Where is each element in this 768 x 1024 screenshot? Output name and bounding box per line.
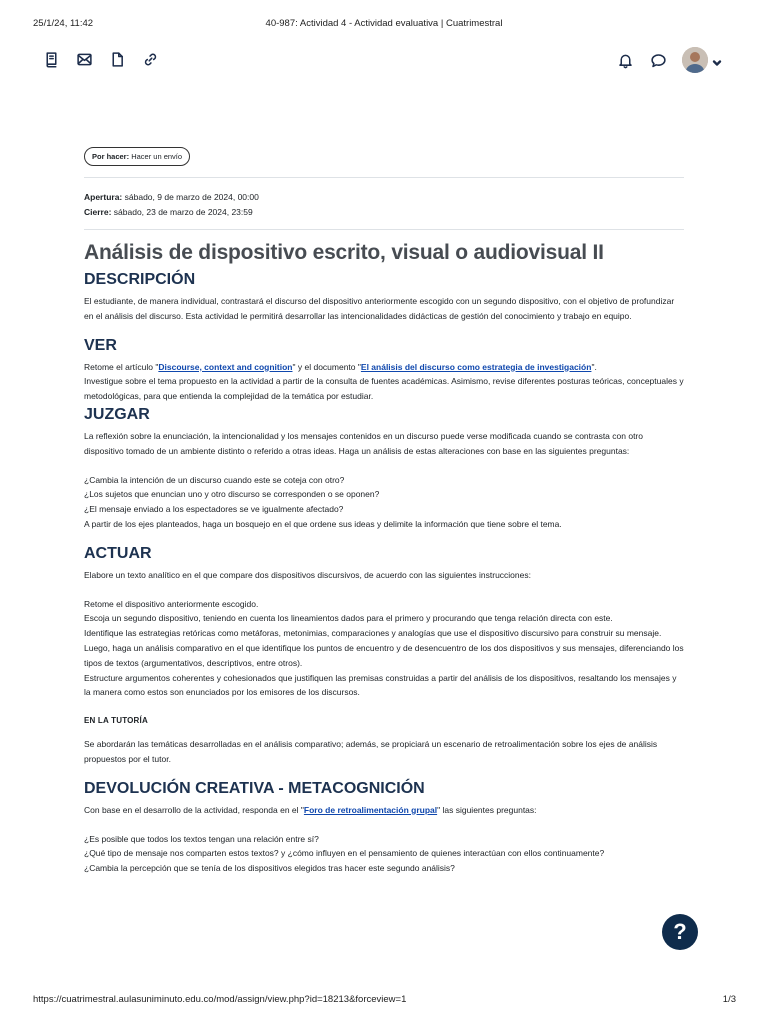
actuar-intro: Elabore un texto analítico en el que compare dos dispositivos discursivos, de acuerdo con las siguientes instrucciones: — [84, 569, 531, 580]
user-menu[interactable] — [682, 47, 722, 73]
print-page-title: 40-987: Actividad 4 - Actividad evaluativa | Cuatrimestral — [265, 18, 503, 29]
devolucion-line: ¿Qué tipo de mensaje nos comparten estos textos? y ¿cómo influyen en el pensamiento de quienes interactúan con ellos continuamente? — [84, 848, 605, 859]
juzgar-line: A partir de los ejes planteados, haga un bosquejo en el que ordene sus ideas y delimite la información que tiene sobre el tema. — [84, 518, 562, 529]
close-date: Cierre: sábado, 23 de marzo de 2024, 23:59 — [84, 207, 253, 217]
print-footer — [0, 994, 768, 1008]
section-heading-devolucion: DEVOLUCIÓN CREATIVA - METACOGNICIÓN — [84, 779, 425, 797]
open-date: Apertura: sábado, 9 de marzo de 2024, 00:00 — [84, 192, 259, 202]
juzgar-line: ¿El mensaje enviado a los espectadores se ve igualmente afectado? — [84, 504, 344, 515]
section-heading-tutoria: EN LA TUTORÍA — [84, 716, 148, 726]
devolucion-questions — [84, 832, 684, 876]
status-badge — [84, 147, 190, 166]
navbar-right — [616, 47, 722, 73]
navbar-left — [42, 50, 160, 69]
bell-icon[interactable] — [616, 51, 635, 70]
tutoria-text: Se abordarán las temáticas desarrolladas en el análisis comparativo; además, se propiciará un escenario de retroalimentación sobre los ejes de análisis propuestos por el tutor. — [84, 739, 658, 764]
actuar-line: Retome el dispositivo anteriormente escogido. — [84, 598, 259, 609]
status-value: Hacer un envío — [131, 152, 183, 161]
print-url: https://cuatrimestral.aulasuniminuto.edu.co/mod/assign/view.php?id=18213&forceview=1 — [33, 994, 407, 1005]
devolucion-intro: Con base en el desarrollo de la actividad, responda en el "Foro de retroalimentación grupal" las siguientes preguntas: — [84, 804, 537, 815]
actuar-instructions — [84, 597, 684, 701]
status-label: Por hacer: — [92, 152, 130, 161]
section-heading-ver: VER — [84, 336, 117, 354]
devolucion-line: ¿Cambia la percepción que se tenía de los dispositivos elegidos tras hacer este segundo análisis? — [84, 863, 455, 874]
print-header — [0, 18, 768, 32]
juzgar-intro: La reflexión sobre la enunciación, la intencionalidad y los mensajes contenidos en un discurso puede verse modificada cuando se contrasta con otro dispositivo tomado de un ambiente distinto o referido a otras ideas. Haga un análisis de estas alteraciones con base en las siguientes preguntas: — [84, 430, 643, 456]
actuar-line: Luego, haga un análisis comparativo en el que identifique los puntos de encuentro y de desencuentro de los dos dispositivos y sus mensajes, diferenciando los tipos de textos (argumentativos, descriptivos, entre otros). — [84, 642, 684, 668]
discourse-article-link[interactable]: Discourse, context and cognition — [158, 361, 293, 372]
feedback-forum-link[interactable]: Foro de retroalimentación grupal — [303, 804, 438, 815]
avatar[interactable] — [682, 47, 708, 73]
actuar-line: Escoja un segundo dispositivo, teniendo en cuenta los lineamientos dados para el primero y procurando que tenga relación directa con este. — [84, 613, 613, 624]
juzgar-questions — [84, 473, 684, 532]
juzgar-line: ¿Cambia la intención de un discurso cuando este se coteja con otro? — [84, 474, 345, 485]
juzgar-line: ¿Los sujetos que enuncian uno y otro discurso se corresponden o se oponen? — [84, 489, 380, 500]
ver-text: Retome el artículo "Discourse, context and cognition" y el documento "El análisis del discurso como estrategia de investigación". Investigue sobre el tema propuesto en la actividad a partir de la consulta de fuentes académicas. Asimismo, revise diferentes posturas teóricas, conceptuales y metodológicas, para que entienda la complejidad de la temática por estudiar. — [84, 361, 684, 402]
section-heading-descripcion: DESCRIPCIÓN — [84, 271, 196, 288]
descripcion-text: El estudiante, de manera individual, contrastará el discurso del dispositivo anteriormente escogido con un segundo dispositivo, con el objetivo de profundizar en el análisis del discurso. Esta actividad le permitirá desarrollar las intencionalidades didácticas de gestión del conocimiento y trabajo en equipo. — [84, 296, 675, 321]
navbar — [0, 44, 768, 78]
mail-icon[interactable] — [75, 50, 94, 69]
discourse-analysis-doc-link[interactable]: El análisis del discurso como estrategia de investigación — [360, 361, 592, 372]
actuar-line: Identifique las estrategias retóricas como metáforas, metonimias, comparaciones y analogías que use el dispositivo discursivo para construir su mensaje. — [84, 628, 662, 639]
print-datetime: 25/1/24, 11:42 — [33, 18, 94, 29]
actuar-line: Estructure argumentos coherentes y cohesionados que justifiquen las premisas construidas a partir del análisis de los dispositivos, resaltando los mensajes y la manera como estos son enunciados por los emisores de los discursos. — [84, 672, 677, 698]
section-heading-actuar: ACTUAR — [84, 544, 152, 562]
file-icon[interactable] — [108, 50, 127, 69]
section-heading-juzgar: JUZGAR — [84, 405, 150, 423]
link-icon[interactable] — [141, 50, 160, 69]
divider — [84, 229, 684, 230]
page-title: Análisis de dispositivo escrito, visual o audiovisual II — [84, 241, 604, 264]
print-page-number: 1/3 — [722, 994, 736, 1005]
devolucion-line: ¿Es posible que todos los textos tengan una relación entre sí? — [84, 833, 319, 844]
book-icon[interactable] — [42, 50, 61, 69]
activity-dates — [84, 178, 684, 220]
help-button[interactable]: ? — [662, 914, 698, 950]
main-content — [84, 146, 684, 876]
chevron-down-icon[interactable] — [712, 55, 722, 65]
chat-icon[interactable] — [649, 51, 668, 70]
